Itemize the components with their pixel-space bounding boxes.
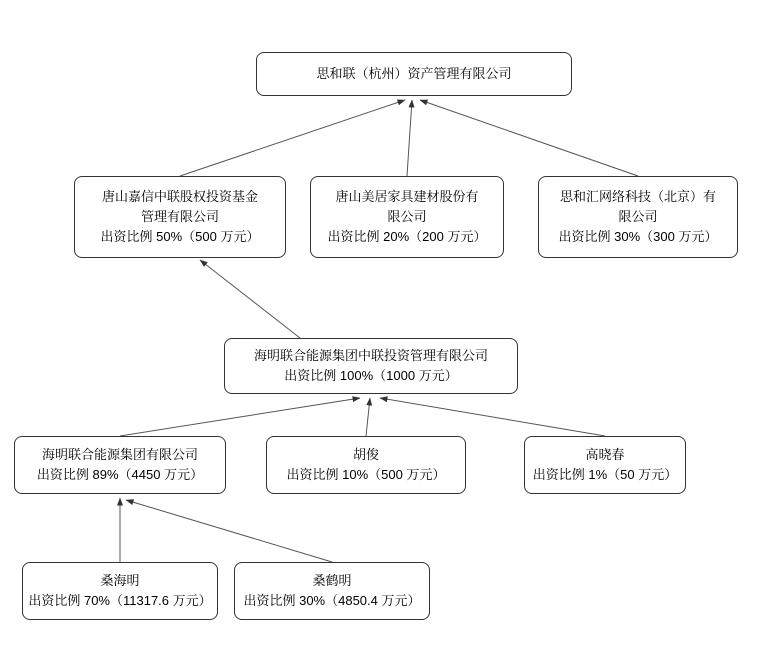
node-l3c-line-0: 高晓春 — [585, 447, 625, 462]
node-l3b-line-1: 出资比例 10%（500 万元） — [286, 467, 446, 482]
node-sh3-line-0: 思和汇网络科技（北京）有 — [559, 189, 716, 204]
node-sh3[interactable] — [538, 176, 738, 258]
node-root[interactable] — [256, 52, 572, 96]
connector-l3c-to-mid — [380, 398, 605, 436]
node-mid[interactable] — [224, 338, 518, 394]
node-sh2[interactable] — [310, 176, 504, 258]
connector-sh3-to-root — [420, 100, 638, 176]
node-mid-line-1: 出资比例 100%（1000 万元） — [284, 368, 458, 383]
node-sh2-line-1: 限公司 — [387, 209, 427, 224]
node-l3c[interactable] — [524, 436, 686, 494]
node-l4a[interactable] — [22, 562, 218, 620]
node-l4a-line-0: 桑海明 — [100, 573, 140, 588]
node-l3b-line-0: 胡俊 — [352, 447, 379, 462]
node-sh3-line-1: 限公司 — [618, 209, 658, 224]
node-sh1-line-1: 管理有限公司 — [140, 209, 219, 224]
connector-l4b-to-l3a — [126, 500, 332, 562]
node-l3b[interactable] — [266, 436, 466, 494]
node-l3a-line-1: 出资比例 89%（4450 万元） — [36, 467, 204, 482]
node-sh1-line-2: 出资比例 50%（500 万元） — [100, 229, 260, 244]
node-sh2-line-0: 唐山美居家具建材股份有 — [335, 189, 479, 204]
connector-sh2-to-root — [407, 100, 412, 176]
connector-l3b-to-mid — [366, 398, 370, 436]
connector-l3a-to-mid — [120, 398, 360, 436]
connector-sh1-to-root — [180, 100, 405, 176]
node-root-line-0: 思和联（杭州）资产管理有限公司 — [316, 66, 512, 81]
node-sh2-line-2: 出资比例 20%（200 万元） — [327, 229, 487, 244]
connector-mid-to-sh1 — [200, 260, 300, 338]
node-sh1-line-0: 唐山嘉信中联股权投资基金 — [101, 189, 258, 204]
node-l4b-line-0: 桑鹤明 — [312, 573, 352, 588]
node-sh3-line-2: 出资比例 30%（300 万元） — [558, 229, 718, 244]
node-l4b[interactable] — [234, 562, 430, 620]
node-l4b-line-1: 出资比例 30%（4850.4 万元） — [243, 593, 421, 608]
node-sh1[interactable] — [74, 176, 286, 258]
node-mid-line-0: 海明联合能源集团中联投资管理有限公司 — [253, 348, 488, 363]
node-l3a-line-0: 海明联合能源集团有限公司 — [41, 447, 198, 462]
node-l3a[interactable] — [14, 436, 226, 494]
node-l4a-line-1: 出资比例 70%（11317.6 万元） — [28, 593, 212, 608]
node-l3c-line-1: 出资比例 1%（50 万元） — [532, 467, 678, 482]
